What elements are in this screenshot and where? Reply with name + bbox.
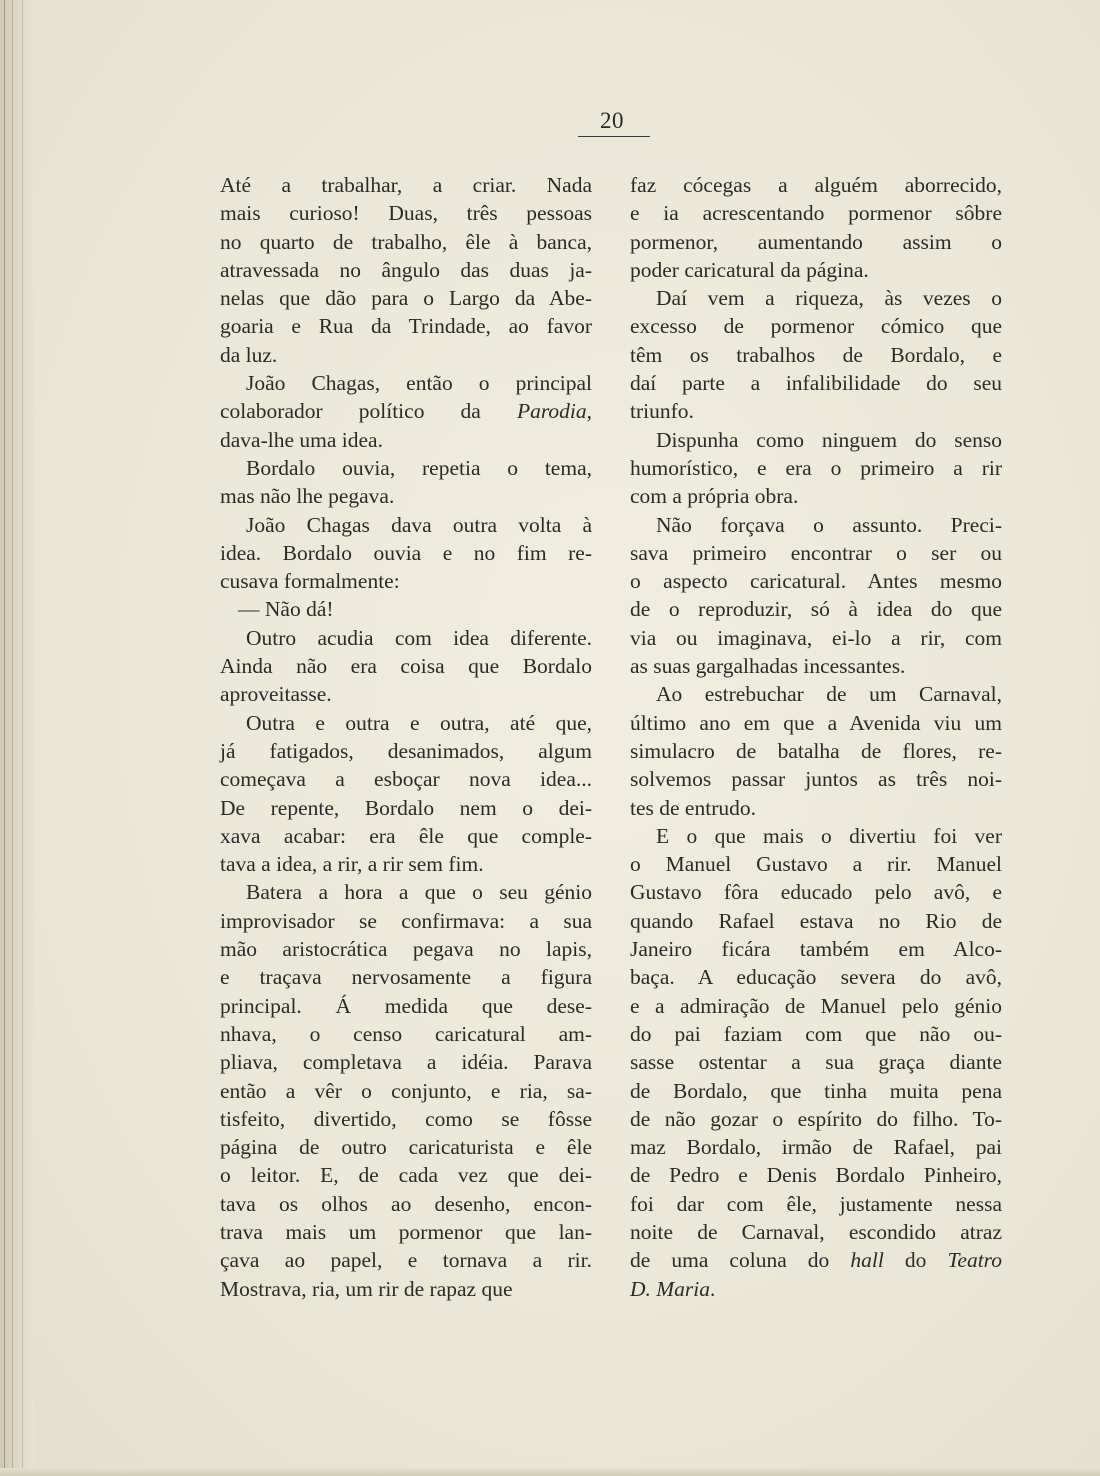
text-line: maz Bordalo, irmão de Rafael, pai	[630, 1135, 1002, 1160]
text-line: de uma coluna do hall do Teatro	[630, 1248, 1003, 1273]
text-line: Mostrava, ria, um rir de rapaz que	[220, 1276, 513, 1301]
text-line: já fatigados, desanimados, algum	[220, 738, 592, 763]
text-line: D. Maria.	[630, 1276, 716, 1301]
text-line: Ao estrebuchar de um Carnaval,	[656, 682, 1002, 707]
text-line: De repente, Bordalo nem o dei-	[220, 795, 592, 820]
text-line: tava os olhos ao desenho, encon-	[220, 1191, 592, 1216]
right-text-column	[630, 171, 1002, 1303]
text-line: mais curioso! Duas, três pessoas	[220, 201, 592, 226]
text-line: sava primeiro encontrar o ser ou	[630, 540, 1002, 565]
text-line: principal. Á medida que dese-	[220, 993, 592, 1018]
text-line: da luz.	[220, 342, 278, 367]
text-line: baça. A educação severa do avô,	[630, 965, 1002, 990]
text-line: colaborador político da Parodia,	[220, 399, 592, 424]
text-line: Batera a hora a que o seu génio	[246, 880, 592, 905]
paragraph	[220, 595, 592, 623]
text-line: sasse ostentar a sua graça diante	[630, 1050, 1002, 1075]
text-line: Ainda não era coisa que Bordalo	[220, 654, 592, 679]
text-line: têm os trabalhos de Bordalo, e	[630, 342, 1002, 367]
text-line: faz cócegas a alguém aborrecido,	[630, 173, 1002, 197]
text-line: de não gozar o espírito do filho. To-	[630, 1106, 1002, 1131]
paragraph	[630, 171, 1002, 284]
text-line: o Manuel Gustavo a rir. Manuel	[630, 852, 1002, 877]
text-line: página de outro caricaturista e êle	[220, 1135, 592, 1160]
paragraph	[220, 878, 592, 1302]
text-line: daí parte a infalibilidade do seu	[630, 371, 1002, 396]
text-line: Outro acudia com idea diferente.	[246, 625, 592, 650]
text-line: atravessada no ângulo das duas ja-	[220, 257, 592, 282]
text-line: excesso de pormenor cómico que	[630, 314, 1002, 339]
text-line: Até a trabalhar, a criar. Nada	[220, 173, 592, 197]
text-line: João Chagas, então o principal	[246, 371, 592, 396]
text-line: trava mais um pormenor que lan-	[220, 1219, 592, 1244]
text-line: de o reproduzir, só à idea do que	[630, 597, 1002, 622]
text-line: quando Rafael estava no Rio de	[630, 908, 1002, 933]
text-line: triunfo.	[630, 399, 694, 424]
paragraph	[630, 284, 1002, 425]
text-line: com a própria obra.	[630, 484, 799, 509]
text-line: idea. Bordalo ouvia e no fim re-	[220, 540, 592, 565]
text-line: aproveitasse.	[220, 682, 332, 707]
paragraph	[630, 680, 1002, 821]
text-line: humorístico, e era o primeiro a rir	[630, 455, 1002, 480]
text-line: pormenor, aumentando assim o	[630, 229, 1002, 254]
text-line: mas não lhe pegava.	[220, 484, 395, 509]
paragraph	[220, 624, 592, 709]
text-line: Outra e outra e outra, até que,	[246, 710, 592, 735]
page-bottom-edge	[0, 1468, 1100, 1476]
text-line: xava acabar: era êle que comple-	[220, 823, 592, 848]
text-line: último ano em que a Avenida viu um	[630, 710, 1002, 735]
text-line: Daí vem a riqueza, às vezes o	[656, 286, 1002, 311]
binding-line	[22, 0, 23, 1476]
text-line: goaria e Rua da Trindade, ao favor	[220, 314, 592, 339]
text-line: o aspecto caricatural. Antes mesmo	[630, 569, 1002, 594]
text-line: noite de Carnaval, escondido atraz	[630, 1219, 1002, 1244]
text-line: tava a idea, a rir, a rir sem fim.	[220, 852, 484, 877]
text-line: cusava formalmente:	[220, 569, 400, 594]
text-line: tes de entrudo.	[630, 795, 756, 820]
text-line: o leitor. E, de cada vez que dei-	[220, 1163, 592, 1188]
text-line: Gustavo fôra educado pelo avô, e	[630, 880, 1002, 905]
text-line: começava a esboçar nova idea...	[220, 767, 592, 792]
text-line: Não forçava o assunto. Preci-	[656, 512, 1002, 537]
paragraph	[630, 822, 1002, 1303]
paragraph	[220, 511, 592, 596]
text-line: Janeiro ficára também em Alco-	[630, 937, 1002, 962]
paragraph	[220, 171, 592, 369]
text-line: nelas que dão para o Largo da Abe-	[220, 286, 592, 311]
text-line: tisfeito, divertido, como se fôsse	[220, 1106, 592, 1131]
page-binding-edge	[0, 0, 34, 1476]
text-line: do pai faziam com que não ou-	[630, 1021, 1002, 1046]
text-line: Dispunha como ninguem do senso	[656, 427, 1002, 452]
text-line: no quarto de trabalho, êle à banca,	[220, 229, 592, 254]
left-text-column	[220, 171, 592, 1303]
page-number-rule	[578, 136, 650, 137]
page-number: 20	[600, 108, 624, 133]
text-line: então a vêr o conjunto, e ria, sa-	[220, 1078, 592, 1103]
text-line: e a admiração de Manuel pelo génio	[630, 993, 1002, 1018]
text-line: foi dar com êle, justamente nessa	[630, 1191, 1002, 1216]
text-line: Bordalo ouvia, repetia o tema,	[246, 455, 592, 480]
paragraph	[220, 369, 592, 454]
text-line: poder caricatural da página.	[630, 257, 869, 282]
text-line: João Chagas dava outra volta à	[246, 512, 592, 537]
text-line: çava ao papel, e tornava a rir.	[220, 1248, 592, 1273]
text-line: — Não dá!	[238, 597, 334, 622]
binding-line	[4, 0, 5, 1476]
binding-line	[12, 0, 13, 1476]
text-line: dava-lhe uma idea.	[220, 427, 383, 452]
text-line: e ia acrescentando pormenor sôbre	[630, 201, 1002, 226]
text-line: improvisador se confirmava: a sua	[220, 908, 592, 933]
paragraph	[220, 709, 592, 879]
text-line: solvemos passar juntos as três noi-	[630, 767, 1002, 792]
text-line: de Bordalo, que tinha muita pena	[630, 1078, 1002, 1103]
text-line: simulacro de batalha de flores, re-	[630, 738, 1002, 763]
text-line: E o que mais o divertiu foi ver	[656, 823, 1002, 848]
text-line: via ou imaginava, ei-lo a rir, com	[630, 625, 1002, 650]
paragraph	[630, 511, 1002, 681]
paragraph	[220, 454, 592, 511]
text-line: e traçava nervosamente a figura	[220, 965, 592, 990]
text-line: as suas gargalhadas incessantes.	[630, 654, 906, 679]
text-line: nhava, o censo caricatural am-	[220, 1021, 592, 1046]
paragraph	[630, 426, 1002, 511]
text-line: pliava, completava a idéia. Parava	[220, 1050, 592, 1075]
text-line: mão aristocrática pegava no lapis,	[220, 937, 592, 962]
text-line: de Pedro e Denis Bordalo Pinheiro,	[630, 1163, 1002, 1188]
